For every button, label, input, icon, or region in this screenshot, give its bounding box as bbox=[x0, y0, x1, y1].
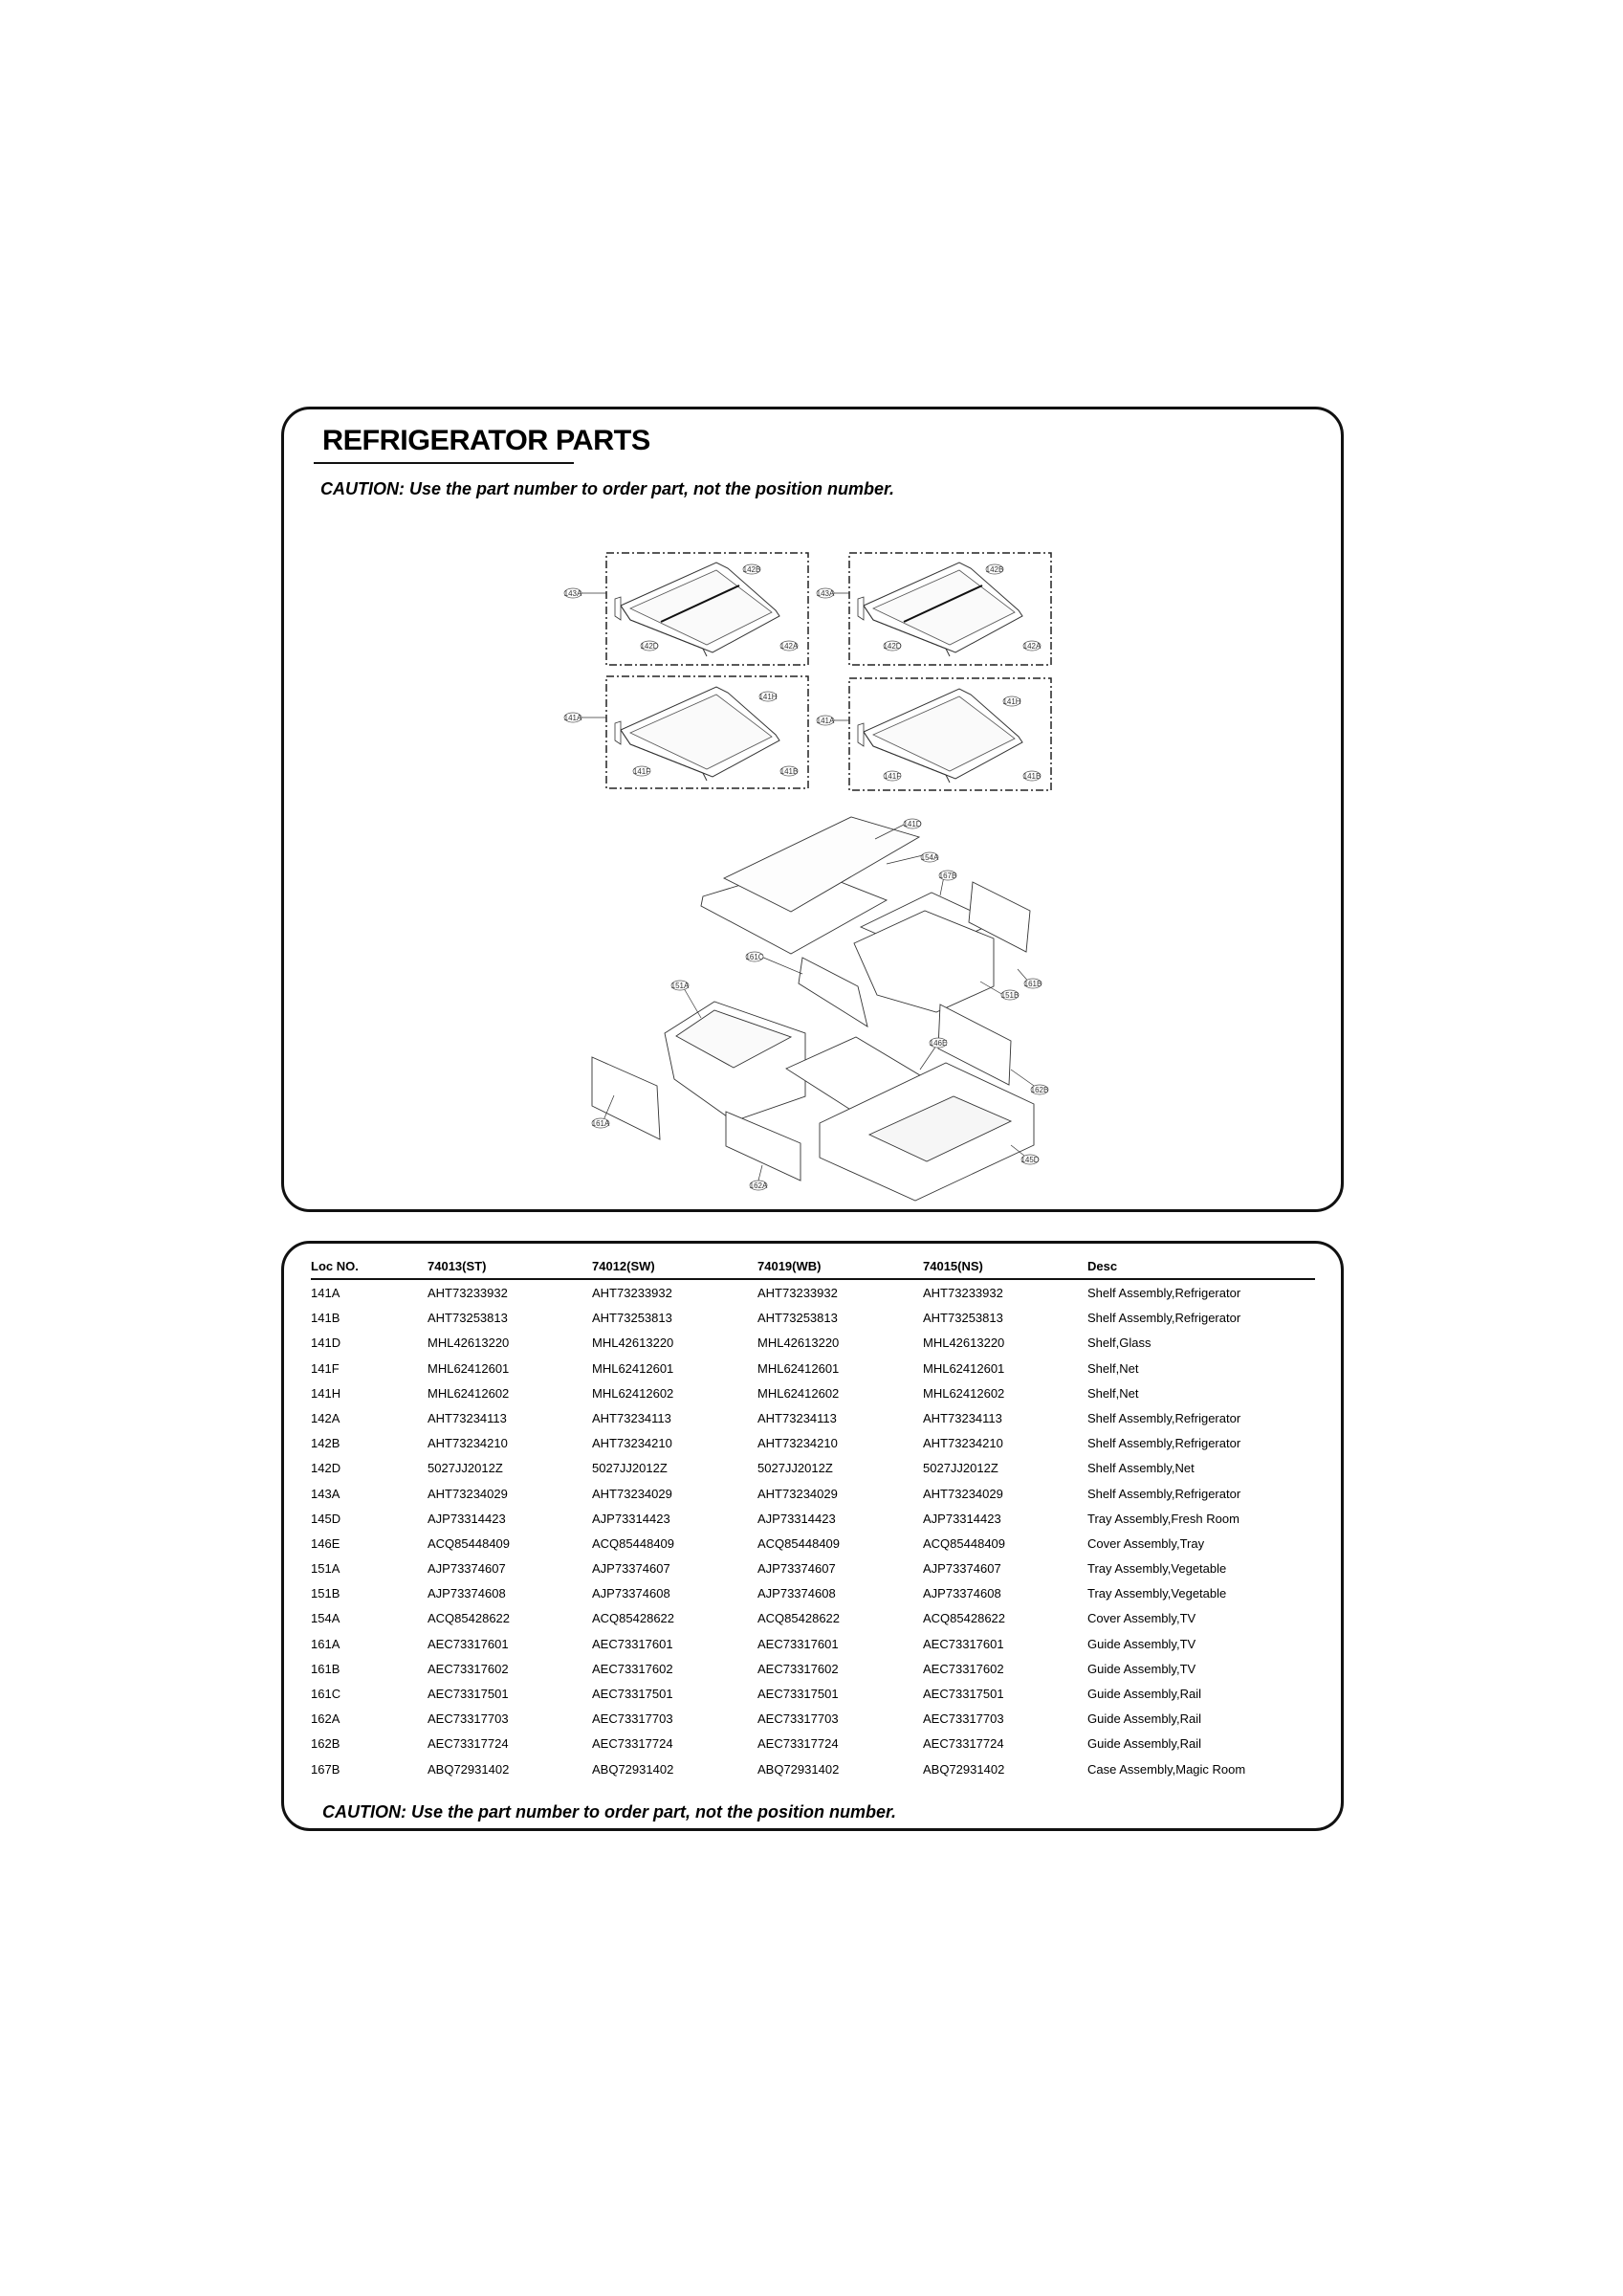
cell-part-74013-st: AJP73314423 bbox=[428, 1511, 506, 1526]
cell-part-74013-st: AJP73374608 bbox=[428, 1586, 506, 1601]
cell-part-74012-sw: AJP73314423 bbox=[592, 1511, 670, 1526]
cell-part-74013-st: MHL62412601 bbox=[428, 1360, 510, 1376]
cell-part-74015-ns: AEC73317703 bbox=[923, 1711, 1004, 1727]
table-body bbox=[311, 1280, 1315, 1781]
cell-part-74012-sw: AEC73317703 bbox=[592, 1711, 673, 1727]
table-row bbox=[311, 1605, 1315, 1630]
svg-text:146E: 146E bbox=[929, 1039, 948, 1048]
cell-part-74019-wb: MHL62412601 bbox=[757, 1360, 840, 1376]
cell-part-74015-ns: AJP73374607 bbox=[923, 1561, 1001, 1577]
caution-note-top: CAUTION: Use the part number to order part, not the position number. bbox=[320, 479, 895, 498]
cell-part-74019-wb: AEC73317724 bbox=[757, 1736, 839, 1752]
cell-part-74012-sw: AEC73317501 bbox=[592, 1687, 673, 1701]
svg-text:141D: 141D bbox=[903, 820, 922, 828]
cell-part-74012-sw: AHT73253813 bbox=[592, 1311, 672, 1326]
cell-part-74012-sw: AEC73317724 bbox=[592, 1736, 673, 1752]
cell-part-74013-st: AJP73374607 bbox=[428, 1561, 506, 1577]
cell-part-74019-wb: AHT73253813 bbox=[757, 1311, 838, 1326]
cell-description: Cover Assembly,Tray bbox=[1087, 1535, 1205, 1551]
cell-part-74015-ns: AEC73317601 bbox=[923, 1636, 1004, 1651]
svg-text:145D: 145D bbox=[1020, 1156, 1040, 1164]
svg-text:141A: 141A bbox=[816, 717, 835, 725]
cell-part-74013-st: AHT73253813 bbox=[428, 1311, 508, 1326]
svg-text:143A: 143A bbox=[816, 589, 835, 598]
cell-part-74015-ns: ABQ72931402 bbox=[923, 1761, 1005, 1777]
cell-part-74013-st: ACQ85428622 bbox=[428, 1611, 511, 1626]
cell-description: Tray Assembly,Vegetable bbox=[1087, 1586, 1227, 1601]
cell-loc-no: 143A bbox=[311, 1486, 340, 1501]
cell-part-74019-wb: AHT73233932 bbox=[757, 1286, 838, 1300]
cell-loc-no: 146E bbox=[311, 1535, 340, 1551]
svg-text:161C: 161C bbox=[745, 953, 764, 961]
cell-part-74019-wb: ACQ85448409 bbox=[757, 1535, 841, 1551]
cell-part-74013-st: AEC73317703 bbox=[428, 1711, 509, 1727]
table-row bbox=[311, 1656, 1315, 1681]
cell-part-74015-ns: AHT73234113 bbox=[923, 1410, 1002, 1425]
cell-loc-no: 141H bbox=[311, 1385, 341, 1401]
svg-text:141F: 141F bbox=[632, 767, 651, 776]
parts-table bbox=[311, 1257, 1315, 1781]
cell-description: Shelf Assembly,Net bbox=[1087, 1461, 1195, 1476]
cell-loc-no: 161B bbox=[311, 1661, 340, 1676]
table-row bbox=[311, 1556, 1315, 1580]
header-loc-no: Loc NO. bbox=[311, 1259, 359, 1273]
cell-part-74012-sw: AEC73317601 bbox=[592, 1636, 673, 1651]
cell-part-74012-sw: AJP73374607 bbox=[592, 1561, 670, 1577]
table-row bbox=[311, 1506, 1315, 1531]
cell-description: Guide Assembly,Rail bbox=[1087, 1736, 1201, 1752]
table-row bbox=[311, 1305, 1315, 1330]
cell-part-74013-st: MHL62412602 bbox=[428, 1385, 510, 1401]
table-row bbox=[311, 1356, 1315, 1380]
cell-part-74012-sw: 5027JJ2012Z bbox=[592, 1461, 668, 1476]
cell-part-74019-wb: AEC73317703 bbox=[757, 1711, 839, 1727]
cell-loc-no: 154A bbox=[311, 1611, 340, 1626]
cell-loc-no: 141F bbox=[311, 1360, 340, 1376]
cell-part-74013-st: AEC73317501 bbox=[428, 1687, 509, 1701]
svg-text:143A: 143A bbox=[563, 589, 582, 598]
cell-description: Shelf,Net bbox=[1087, 1360, 1139, 1376]
cell-part-74015-ns: MHL62412602 bbox=[923, 1385, 1005, 1401]
shelf-box-bottom-left bbox=[564, 676, 808, 788]
cell-part-74012-sw: ACQ85428622 bbox=[592, 1611, 675, 1626]
cell-part-74012-sw: AHT73234029 bbox=[592, 1486, 672, 1501]
cell-part-74013-st: AEC73317724 bbox=[428, 1736, 509, 1752]
cell-description: Case Assembly,Magic Room bbox=[1087, 1761, 1246, 1777]
page-title: REFRIGERATOR PARTS bbox=[322, 425, 650, 456]
cell-part-74019-wb: MHL62412602 bbox=[757, 1385, 840, 1401]
table-header bbox=[311, 1257, 1315, 1280]
cell-loc-no: 141B bbox=[311, 1311, 340, 1326]
cell-part-74019-wb: AEC73317602 bbox=[757, 1661, 839, 1676]
cell-part-74019-wb: AJP73374607 bbox=[757, 1561, 836, 1577]
cell-part-74019-wb: AHT73234113 bbox=[757, 1410, 837, 1425]
svg-text:142A: 142A bbox=[779, 642, 799, 651]
cell-part-74012-sw: AJP73374608 bbox=[592, 1586, 670, 1601]
cell-description: Shelf Assembly,Refrigerator bbox=[1087, 1436, 1241, 1451]
svg-text:142D: 142D bbox=[640, 642, 659, 651]
cell-part-74012-sw: ACQ85448409 bbox=[592, 1535, 675, 1551]
caution-note-bottom: CAUTION: Use the part number to order part, not the position number. bbox=[322, 1802, 897, 1821]
table-row bbox=[311, 1455, 1315, 1480]
cell-loc-no: 151A bbox=[311, 1561, 340, 1577]
cell-part-74015-ns: AJP73314423 bbox=[923, 1511, 1001, 1526]
cell-description: Guide Assembly,TV bbox=[1087, 1661, 1196, 1676]
cell-part-74013-st: AEC73317601 bbox=[428, 1636, 509, 1651]
cell-part-74019-wb: AJP73314423 bbox=[757, 1511, 836, 1526]
cell-loc-no: 142A bbox=[311, 1410, 340, 1425]
cell-part-74013-st: AHT73234029 bbox=[428, 1486, 508, 1501]
table-row bbox=[311, 1430, 1315, 1455]
table-row bbox=[311, 1380, 1315, 1405]
svg-text:154A: 154A bbox=[920, 853, 939, 862]
cell-loc-no: 161A bbox=[311, 1636, 340, 1651]
svg-text:161A: 161A bbox=[591, 1119, 610, 1128]
cell-part-74012-sw: AEC73317602 bbox=[592, 1661, 673, 1676]
cell-description: Shelf Assembly,Refrigerator bbox=[1087, 1486, 1241, 1501]
svg-text:151A: 151A bbox=[670, 982, 690, 990]
cell-loc-no: 145D bbox=[311, 1511, 341, 1526]
cell-part-74015-ns: AEC73317724 bbox=[923, 1736, 1004, 1752]
parts-diagram bbox=[284, 409, 1347, 1215]
cell-description: Tray Assembly,Fresh Room bbox=[1087, 1511, 1239, 1526]
cell-description: Guide Assembly,TV bbox=[1087, 1636, 1196, 1651]
svg-text:141B: 141B bbox=[779, 767, 799, 776]
cell-part-74012-sw: AHT73233932 bbox=[592, 1286, 672, 1300]
cell-part-74019-wb: MHL42613220 bbox=[757, 1336, 840, 1351]
cell-part-74015-ns: AHT73234029 bbox=[923, 1486, 1003, 1501]
table-row bbox=[311, 1756, 1315, 1781]
cell-loc-no: 162B bbox=[311, 1736, 340, 1752]
cell-part-74019-wb: AEC73317601 bbox=[757, 1636, 839, 1651]
table-row bbox=[311, 1631, 1315, 1656]
svg-text:142B: 142B bbox=[985, 565, 1004, 574]
svg-text:162A: 162A bbox=[749, 1181, 768, 1190]
cell-part-74013-st: 5027JJ2012Z bbox=[428, 1461, 503, 1476]
cell-part-74013-st: AHT73234113 bbox=[428, 1410, 507, 1425]
svg-text:141H: 141H bbox=[1002, 697, 1021, 706]
shelf-box-top-right bbox=[817, 553, 1051, 665]
table-row bbox=[311, 1580, 1315, 1605]
cell-part-74019-wb: AHT73234210 bbox=[757, 1436, 838, 1451]
svg-text:167B: 167B bbox=[938, 872, 957, 880]
cell-part-74019-wb: AEC73317501 bbox=[757, 1687, 839, 1701]
svg-text:141B: 141B bbox=[1022, 772, 1042, 781]
cell-part-74015-ns: MHL42613220 bbox=[923, 1336, 1005, 1351]
cell-part-74019-wb: ACQ85428622 bbox=[757, 1611, 841, 1626]
cell-description: Tray Assembly,Vegetable bbox=[1087, 1561, 1227, 1577]
cell-part-74019-wb: AHT73234029 bbox=[757, 1486, 838, 1501]
header-74015-ns: 74015(NS) bbox=[923, 1259, 983, 1273]
cell-part-74015-ns: MHL62412601 bbox=[923, 1360, 1005, 1376]
shelf-box-top-left bbox=[564, 553, 808, 665]
cell-loc-no: 142D bbox=[311, 1461, 341, 1476]
svg-text:142A: 142A bbox=[1022, 642, 1042, 651]
svg-text:161B: 161B bbox=[1023, 980, 1042, 988]
table-row bbox=[311, 1731, 1315, 1755]
svg-text:141A: 141A bbox=[563, 714, 582, 722]
table-row bbox=[311, 1330, 1315, 1355]
cell-part-74013-st: ACQ85448409 bbox=[428, 1535, 511, 1551]
cell-part-74012-sw: AHT73234113 bbox=[592, 1410, 671, 1425]
cell-part-74013-st: AHT73234210 bbox=[428, 1436, 508, 1451]
svg-text:162B: 162B bbox=[1030, 1086, 1049, 1094]
cell-description: Shelf Assembly,Refrigerator bbox=[1087, 1286, 1241, 1300]
cell-loc-no: 151B bbox=[311, 1586, 340, 1601]
cell-loc-no: 141A bbox=[311, 1286, 340, 1300]
cell-loc-no: 161C bbox=[311, 1687, 341, 1701]
parts-table-panel bbox=[281, 1241, 1344, 1831]
header-74019-wb: 74019(WB) bbox=[757, 1259, 822, 1273]
cell-description: Shelf,Net bbox=[1087, 1385, 1139, 1401]
cell-description: Shelf Assembly,Refrigerator bbox=[1087, 1410, 1241, 1425]
cell-part-74015-ns: AEC73317602 bbox=[923, 1661, 1004, 1676]
svg-text:141F: 141F bbox=[883, 772, 902, 781]
cell-part-74012-sw: ABQ72931402 bbox=[592, 1761, 674, 1777]
cell-description: Guide Assembly,Rail bbox=[1087, 1687, 1201, 1701]
header-74012-sw: 74012(SW) bbox=[592, 1259, 655, 1273]
cell-part-74012-sw: MHL62412602 bbox=[592, 1385, 674, 1401]
cell-loc-no: 162A bbox=[311, 1711, 340, 1727]
table-row bbox=[311, 1531, 1315, 1556]
cell-part-74013-st: MHL42613220 bbox=[428, 1336, 510, 1351]
cell-part-74012-sw: AHT73234210 bbox=[592, 1436, 672, 1451]
cell-part-74012-sw: MHL42613220 bbox=[592, 1336, 674, 1351]
cell-part-74019-wb: ABQ72931402 bbox=[757, 1761, 840, 1777]
cell-part-74015-ns: AJP73374608 bbox=[923, 1586, 1001, 1601]
shelf-box-bottom-right bbox=[817, 678, 1051, 790]
svg-text:142D: 142D bbox=[883, 642, 902, 651]
cell-loc-no: 167B bbox=[311, 1761, 340, 1777]
header-74013-st: 74013(ST) bbox=[428, 1259, 487, 1273]
cell-part-74015-ns: AEC73317501 bbox=[923, 1687, 1004, 1701]
svg-text:141H: 141H bbox=[758, 693, 778, 701]
cell-part-74015-ns: AHT73253813 bbox=[923, 1311, 1003, 1326]
cell-part-74015-ns: ACQ85428622 bbox=[923, 1611, 1006, 1626]
cell-part-74015-ns: AHT73233932 bbox=[923, 1286, 1003, 1300]
cell-part-74015-ns: AHT73234210 bbox=[923, 1436, 1003, 1451]
exploded-drawer-assembly bbox=[592, 817, 1034, 1201]
cell-part-74015-ns: 5027JJ2012Z bbox=[923, 1461, 998, 1476]
cell-part-74012-sw: MHL62412601 bbox=[592, 1360, 674, 1376]
cell-loc-no: 141D bbox=[311, 1336, 341, 1351]
cell-description: Shelf Assembly,Refrigerator bbox=[1087, 1311, 1241, 1326]
table-row bbox=[311, 1706, 1315, 1731]
cell-description: Guide Assembly,Rail bbox=[1087, 1711, 1201, 1727]
cell-part-74019-wb: 5027JJ2012Z bbox=[757, 1461, 833, 1476]
header-desc: Desc bbox=[1087, 1259, 1118, 1273]
svg-text:142B: 142B bbox=[742, 565, 761, 574]
diagram-panel bbox=[281, 407, 1344, 1212]
cell-description: Cover Assembly,TV bbox=[1087, 1611, 1196, 1626]
cell-part-74013-st: AEC73317602 bbox=[428, 1661, 509, 1676]
cell-description: Shelf,Glass bbox=[1087, 1336, 1151, 1351]
table-row bbox=[311, 1405, 1315, 1430]
svg-text:151B: 151B bbox=[1000, 991, 1020, 1000]
cell-part-74013-st: ABQ72931402 bbox=[428, 1761, 510, 1777]
cell-loc-no: 142B bbox=[311, 1436, 340, 1451]
exploded-parts-illustration bbox=[284, 409, 1347, 1215]
table-row bbox=[311, 1280, 1315, 1305]
cell-part-74013-st: AHT73233932 bbox=[428, 1286, 508, 1300]
table-row bbox=[311, 1481, 1315, 1506]
table-row bbox=[311, 1681, 1315, 1706]
cell-part-74015-ns: ACQ85448409 bbox=[923, 1535, 1006, 1551]
cell-part-74019-wb: AJP73374608 bbox=[757, 1586, 836, 1601]
